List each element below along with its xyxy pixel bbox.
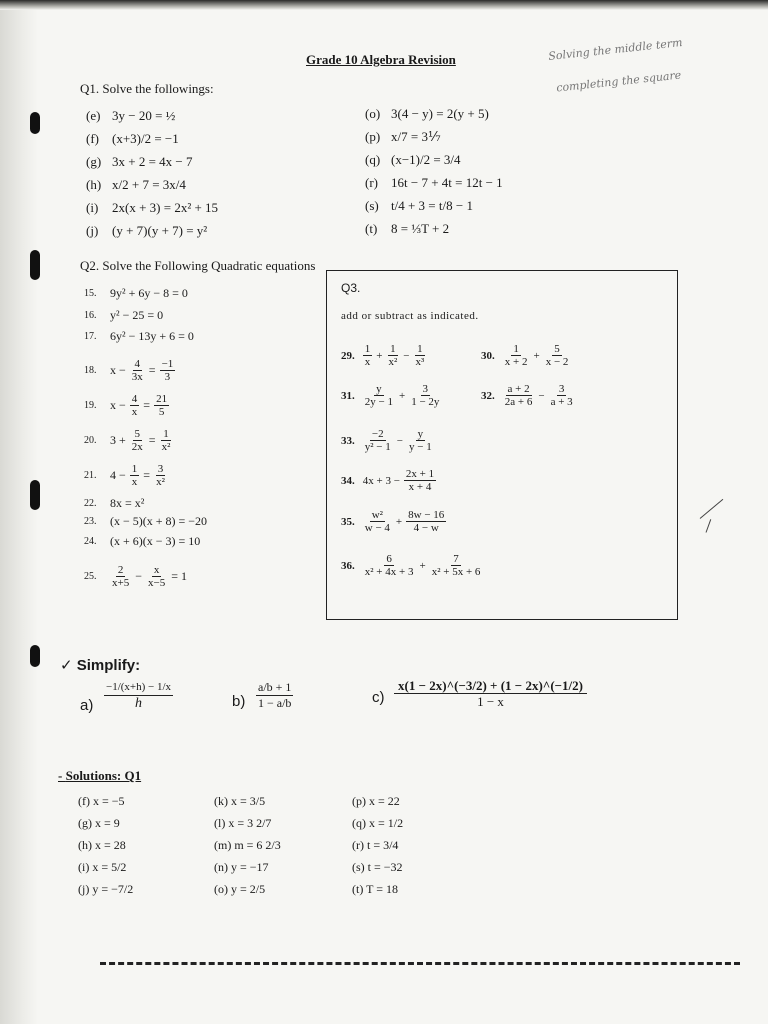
- q1-item-label: (e): [86, 108, 101, 123]
- page-top-shadow: [0, 0, 768, 10]
- q2-item-fraction: [146, 564, 167, 589]
- q2-item-operator: =: [148, 433, 156, 447]
- q2-item-fraction: [130, 428, 145, 453]
- q1-item-label: (s): [365, 198, 379, 213]
- q3-item: [341, 509, 446, 534]
- q1-item-label: (f): [86, 131, 99, 146]
- binder-mark: [30, 112, 40, 134]
- q1-item: [86, 131, 179, 146]
- solution-item: (m) m = 6 2/3: [214, 838, 281, 852]
- numerator: 2x + 1: [405, 468, 435, 480]
- denominator: 4 − w: [413, 522, 439, 534]
- q2-item-number: 24.: [84, 536, 97, 547]
- denominator: x: [364, 356, 371, 368]
- numerator: 1: [364, 343, 371, 355]
- q3-item-operator: +: [533, 349, 540, 362]
- q2-item-equation: (x + 6)(x − 3) = 10: [110, 534, 201, 548]
- numerator: 21: [156, 393, 168, 405]
- denominator: 3x: [131, 371, 143, 383]
- denominator: 2a + 6: [504, 396, 533, 408]
- q2-item-prefix: 3 +: [110, 433, 126, 447]
- q2-item-number: 19.: [84, 400, 97, 411]
- q3-item-number: 35.: [341, 515, 355, 528]
- q2-item-equation: y² − 25 = 0: [110, 308, 164, 322]
- q2-item-operator: =: [148, 363, 156, 377]
- q3-item-number: 36.: [341, 559, 355, 572]
- q1-item-equation: 3x + 2 = 4x − 7: [112, 154, 193, 169]
- q1-item: [365, 106, 489, 121]
- q2-item-equation: 9y² + 6y − 8 = 0: [110, 286, 188, 300]
- q2-item-fraction: [154, 463, 167, 488]
- simplify-b-label: b): [232, 693, 246, 710]
- numerator: 1: [163, 428, 169, 440]
- numerator: 3: [422, 383, 429, 395]
- q3-item-number: 31.: [341, 389, 355, 402]
- page-bottom-dashed-line: [100, 962, 740, 965]
- q3-item-operator: +: [419, 559, 426, 572]
- denominator: y² − 1: [364, 441, 391, 453]
- q2-item: [84, 463, 167, 488]
- q3-item-fraction: [406, 509, 446, 534]
- numerator: x: [153, 564, 160, 576]
- q3-item-fraction: [363, 383, 395, 408]
- q1-item-equation: 3(4 − y) = 2(y + 5): [391, 106, 489, 121]
- q1-item-equation: x/7 = 3⅐: [391, 129, 441, 144]
- q2-item-prefix: 4 −: [110, 468, 126, 482]
- simplify-a-label: a): [80, 697, 94, 714]
- solution-item: (f) x = −5: [78, 794, 125, 808]
- pen-mark: [700, 499, 724, 519]
- q2-item: [84, 329, 194, 344]
- denominator: x²: [388, 356, 398, 368]
- q2-item: [84, 286, 188, 301]
- q2-heading: Q2. Solve the Following Quadratic equations: [80, 258, 316, 273]
- q1-item-label: (h): [86, 177, 102, 192]
- q3-heading: Q3.: [341, 281, 361, 295]
- q2-item-equation: 6y² − 13y + 6 = 0: [110, 329, 194, 343]
- numerator: 8w − 16: [408, 509, 445, 521]
- simplify-b-expr: [256, 680, 293, 711]
- q3-item-operator: −: [396, 434, 403, 447]
- q1-item: [86, 200, 218, 215]
- numerator: 7: [453, 553, 459, 565]
- q2-item-number: 18.: [84, 365, 97, 376]
- q3-item: [341, 343, 426, 368]
- solution-item: (k) x = 3/5: [214, 794, 266, 808]
- numerator: 4: [131, 393, 138, 405]
- denominator: y − 1: [408, 441, 432, 453]
- q3-item-number: 30.: [481, 349, 495, 362]
- q2-item-number: 17.: [84, 331, 97, 342]
- q3-item-fraction: [386, 343, 399, 368]
- q2-item: [84, 358, 175, 383]
- q1-item-label: (p): [365, 129, 381, 144]
- numerator: 1: [417, 343, 423, 355]
- q3-item-fraction: [363, 553, 416, 578]
- numerator: 1: [131, 463, 138, 475]
- q2-item-number: 22.: [84, 498, 97, 509]
- numerator: 2: [117, 564, 124, 576]
- q1-item: [86, 108, 175, 123]
- q3-item-operator: 4x + 3 −: [362, 474, 400, 487]
- q1-item-label: (r): [365, 175, 378, 190]
- q3-item-fraction: [430, 553, 483, 578]
- page-left-shadow: [0, 0, 38, 1024]
- q2-item-number: 16.: [84, 310, 97, 321]
- q3-item-fraction: [503, 343, 530, 368]
- numerator: 6: [386, 553, 392, 565]
- solution-item: (s) t = −32: [352, 860, 403, 874]
- q3-instruction: add or subtract as indicated.: [341, 310, 479, 322]
- denominator: x² + 4x + 3: [364, 566, 414, 578]
- numerator: −1: [161, 358, 174, 370]
- q2-item-suffix: = 1: [171, 569, 187, 583]
- denominator: 2y − 1: [364, 396, 393, 408]
- denominator: 3: [164, 371, 171, 383]
- q2-item-number: 20.: [84, 435, 97, 446]
- solution-item: (r) t = 3/4: [352, 838, 399, 852]
- bullet-dash-icon: -: [58, 768, 66, 783]
- numerator: 1: [390, 343, 396, 355]
- q2-item-number: 25.: [84, 571, 97, 582]
- q1-item-equation: 8 = ⅓T + 2: [391, 221, 450, 236]
- simplify-a-numerator: −1/(x+h) − 1/x: [104, 680, 173, 696]
- q2-item-number: 15.: [84, 288, 97, 299]
- binder-mark: [30, 645, 40, 667]
- q3-item-fraction: [407, 428, 434, 453]
- q2-item-prefix: x −: [110, 398, 126, 412]
- q3-item-operator: −: [403, 349, 410, 362]
- q3-item-operator: +: [395, 515, 403, 528]
- numerator: 3: [157, 463, 164, 475]
- q2-item-prefix: x −: [110, 363, 126, 377]
- handwritten-note: Solving the middle term: [547, 35, 684, 64]
- numerator: −2: [371, 428, 384, 440]
- q1-item-equation: 3y − 20 = ½: [112, 108, 176, 123]
- q1-item-label: (t): [365, 221, 378, 236]
- denominator: x: [131, 406, 138, 418]
- q2-item-number: 21.: [84, 470, 97, 481]
- solution-item: (h) x = 28: [78, 838, 126, 852]
- q2-item: [84, 534, 200, 549]
- simplify-b-numerator: a/b + 1: [258, 680, 292, 694]
- q3-item-fraction: [363, 509, 392, 534]
- numerator: 5: [134, 428, 141, 440]
- simplify-a-denominator: h: [135, 696, 143, 711]
- checkmark-icon: ✓: [60, 657, 73, 674]
- simplify-a-expr: [104, 680, 173, 711]
- denominator: x²: [161, 441, 171, 453]
- denominator: x + 2: [504, 356, 528, 368]
- q3-item: [341, 383, 441, 408]
- denominator: x−5: [148, 577, 166, 589]
- numerator: y: [376, 383, 382, 395]
- q3-item-fraction: [549, 383, 575, 408]
- numerator: a + 2: [507, 383, 530, 395]
- denominator: a + 3: [550, 396, 573, 408]
- page-title: Grade 10 Algebra Revision: [306, 52, 456, 67]
- denominator: 2x: [131, 441, 143, 453]
- denominator: x³: [415, 356, 425, 368]
- q1-item-label: (i): [86, 200, 99, 215]
- simplify-heading-text: Simplify:: [76, 657, 141, 674]
- solution-item: (q) x = 1/2: [352, 816, 404, 830]
- solutions-heading: [58, 768, 141, 783]
- q1-item-equation: (y + 7)(y + 7) = y²: [112, 223, 208, 238]
- q1-item-label: (j): [86, 223, 99, 238]
- numerator: 1: [513, 343, 519, 355]
- denominator: x − 2: [545, 356, 569, 368]
- denominator: w − 4: [364, 522, 390, 534]
- q1-item-label: (o): [365, 106, 381, 121]
- solution-item: (i) x = 5/2: [78, 860, 127, 874]
- q3-item-operator: −: [538, 389, 545, 402]
- q2-item-fraction: [130, 463, 140, 488]
- simplify-c-numerator: x(1 − 2x)^(−3/2) + (1 − 2x)^(−1/2): [394, 678, 587, 694]
- q2-item-fraction: [130, 393, 140, 418]
- simplify-c-denominator: 1 − x: [477, 694, 504, 709]
- q1-item-label: (g): [86, 154, 102, 169]
- pen-mark: [706, 519, 712, 532]
- denominator: 1 − 2y: [411, 396, 440, 408]
- solution-item: (g) x = 9: [78, 816, 120, 830]
- q1-item-equation: x/2 + 7 = 3x/4: [112, 177, 186, 192]
- q2-item-fraction: [110, 564, 131, 589]
- q1-item-equation: (x+3)/2 = −1: [112, 131, 179, 146]
- q3-item-fraction: [414, 343, 427, 368]
- binder-mark: [30, 480, 40, 510]
- q1-item-equation: 16t − 7 + 4t = 12t − 1: [391, 175, 503, 190]
- simplify-b-denominator: 1 − a/b: [258, 696, 292, 710]
- q1-item-equation: 2x(x + 3) = 2x² + 15: [112, 200, 219, 215]
- q2-item-number: 23.: [84, 516, 97, 527]
- q1-item: [365, 198, 473, 213]
- q2-item: [84, 514, 207, 529]
- simplify-c-expr: [394, 678, 587, 709]
- denominator: x: [131, 476, 138, 488]
- q3-item-fraction: [409, 383, 441, 408]
- q1-item: [365, 152, 461, 167]
- q2-item-operator: −: [135, 569, 142, 583]
- simplify-c-label: c): [372, 689, 385, 706]
- q3-item-number: 32.: [481, 389, 495, 402]
- solution-item: (t) T = 18: [352, 882, 398, 896]
- q1-item: [365, 221, 449, 236]
- q2-item-fraction: [154, 393, 169, 418]
- q1-item: [86, 154, 193, 169]
- handwritten-note: completing the square: [555, 68, 682, 95]
- q3-item-fraction: [404, 468, 436, 493]
- q3-item-fraction: [363, 343, 373, 368]
- solution-item: (l) x = 3 2/7: [214, 816, 272, 830]
- q3-item: [341, 553, 482, 578]
- q2-item: [84, 428, 172, 453]
- denominator: x² + 5x + 6: [431, 566, 481, 578]
- q2-item-equation: 8x = x²: [110, 496, 145, 510]
- q1-item-label: (q): [365, 152, 381, 167]
- q2-item-operator: =: [143, 468, 151, 482]
- q2-item: [84, 308, 163, 323]
- q3-item-operator: +: [398, 389, 406, 402]
- q3-item-operator: +: [376, 349, 383, 362]
- q2-item: [84, 393, 169, 418]
- q1-item-equation: t/4 + 3 = t/8 − 1: [391, 198, 473, 213]
- numerator: 5: [554, 343, 560, 355]
- q3-item-number: 34.: [341, 474, 355, 487]
- q1-item: [365, 129, 441, 144]
- q2-item: [84, 496, 144, 511]
- solution-item: (o) y = 2/5: [214, 882, 266, 896]
- q3-item-fraction: [544, 343, 571, 368]
- q2-item-fraction: [160, 428, 173, 453]
- binder-mark: [30, 250, 40, 280]
- numerator: y: [417, 428, 424, 440]
- solution-item: (j) y = −7/2: [78, 882, 134, 896]
- solution-item: (p) x = 22: [352, 794, 400, 808]
- q2-item-fraction: [160, 358, 176, 383]
- q1-item-equation: (x−1)/2 = 3/4: [391, 152, 461, 167]
- q1-heading: Q1. Solve the followings:: [80, 81, 214, 96]
- q2-item: [84, 564, 187, 589]
- numerator: 4: [134, 358, 141, 370]
- q2-item-operator: =: [143, 398, 151, 412]
- simplify-heading: [60, 658, 140, 673]
- q3-item: [481, 343, 570, 368]
- numerator: 3: [558, 383, 565, 395]
- q3-item-fraction: [363, 428, 393, 453]
- q3-item-number: 33.: [341, 434, 355, 447]
- q1-item: [365, 175, 503, 190]
- solution-item: (n) y = −17: [214, 860, 269, 874]
- q1-item: [86, 223, 207, 238]
- q3-item: [341, 428, 434, 453]
- q1-item: [86, 177, 186, 192]
- q3-item-number: 29.: [341, 349, 355, 362]
- denominator: 5: [158, 406, 165, 418]
- numerator: w²: [371, 509, 383, 521]
- denominator: x+5: [112, 577, 130, 589]
- solutions-heading-text: Solutions: Q1: [65, 768, 142, 783]
- q3-item: [481, 383, 575, 408]
- q2-item-fraction: [130, 358, 145, 383]
- q3-box: [326, 270, 678, 620]
- denominator: x + 4: [408, 481, 432, 493]
- denominator: x²: [156, 476, 165, 488]
- q3-item: [341, 468, 436, 493]
- q3-item-fraction: [503, 383, 535, 408]
- q2-item-equation: (x − 5)(x + 8) = −20: [110, 514, 208, 528]
